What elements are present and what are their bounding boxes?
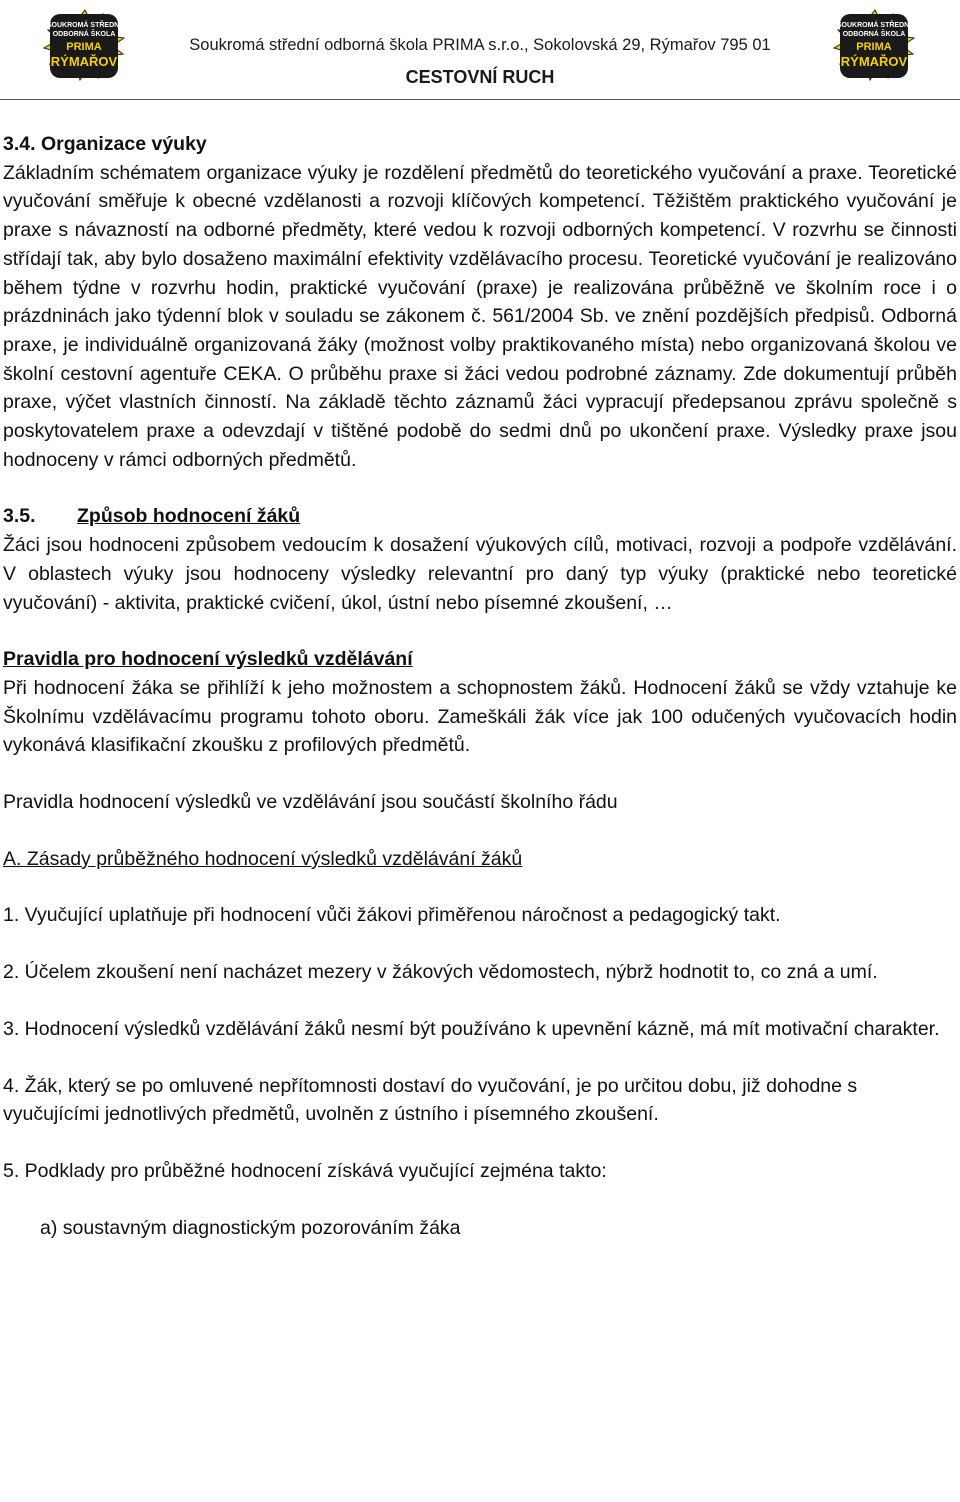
header-divider — [0, 99, 960, 100]
logo-text-line2: ODBORNÁ ŠKOLA — [52, 31, 116, 38]
school-address: Soukromá střední odborná škola PRIMA s.r.o., Sokolovská 29, Rýmařov 795 01 — [189, 36, 771, 54]
principle-item-5: 5. Podklady pro průběžné hodnocení získává vyučující zejména takto: — [3, 1159, 607, 1182]
rules-heading: Pravidla pro hodnocení výsledků vzdělávání — [3, 648, 413, 671]
spacer — [3, 474, 957, 502]
logo-text-line1: SOUKROMÁ STŘEDNÍ — [46, 22, 122, 29]
program-name: CESTOVNÍ RUCH — [405, 67, 555, 87]
principle-item-3: 3. Hodnocení výsledků vzdělávání žáků nesmí být používáno k upevnění kázně, má mít motivační charakter. — [3, 1017, 940, 1040]
spacer — [3, 817, 957, 845]
page-header — [0, 0, 960, 100]
document-body — [3, 130, 957, 1242]
section-3-5-title: Způsob hodnocení žáků — [77, 505, 301, 528]
section-3-5-body: Žáci jsou hodnoceni způsobem vedoucím k dosažení výukových cílů, motivaci, rozvoji a podpoře vzdělávání. V oblastech výuky jsou hodnoceny výsledky relevantní pro daný typ výuky (praktické nebo teoretické vyučování) - aktivita, praktické cvičení, úkol, ústní nebo písemné zkoušení, … — [3, 534, 957, 614]
rules-note: Pravidla hodnocení výsledků ve vzdělávání jsou součástí školního řádu — [3, 791, 618, 814]
principle-item-4: 4. Žák, který se po omluvené nepřítomnosti dostaví do vyučování, je po určitou dobu, již dohodne s vyučujícími jednotlivých předmětů, uvolněn z ústního i písemného zkoušení. — [3, 1074, 858, 1126]
logo-text-line1: SOUKROMÁ STŘEDNÍ — [836, 22, 912, 29]
principle-subitem-a: a) soustavným diagnostickým pozorováním žáka — [40, 1216, 461, 1239]
spacer — [3, 1186, 957, 1214]
section-3-4-heading: 3.4. Organizace výuky — [3, 133, 207, 155]
logo-text-line4: RÝMAŘOV — [50, 54, 118, 69]
logo-text-line4: RÝMAŘOV — [840, 54, 908, 69]
principles-heading: A. Zásady průběžného hodnocení výsledků vzdělávání žáků — [3, 847, 523, 870]
logo-text-line3: PRIMA — [66, 41, 102, 53]
principle-item-1: 1. Vyučující uplatňuje při hodnocení vůči žákovi přiměřenou náročnost a pedagogický takt. — [3, 904, 781, 927]
spacer — [3, 930, 957, 958]
logo-text-line3: PRIMA — [856, 41, 892, 53]
spacer — [3, 1044, 957, 1072]
spacer — [3, 873, 957, 901]
section-3-5-number: 3.5. — [3, 505, 36, 528]
spacer — [3, 760, 957, 788]
school-logo-left — [28, 8, 143, 88]
spacer — [3, 1129, 957, 1157]
spacer — [3, 617, 957, 645]
school-logo-right — [818, 8, 933, 88]
section-3-5-heading — [3, 502, 957, 531]
spacer — [3, 987, 957, 1015]
logo-text-line2: ODBORNÁ ŠKOLA — [842, 31, 906, 38]
principle-item-2: 2. Účelem zkoušení není nacházet mezery v žákových vědomostech, nýbrž hodnotit to, co zná a umí. — [3, 961, 878, 984]
section-3-4-body: Základním schématem organizace výuky je rozdělení předmětů do teoretického vyučování a praxe. Teoretické vyučování směřuje k obecné vzdělanosti a rozvoji klíčových kompetencí. Těžištěm praktického vyučování je praxe s návazností na odborné předměty, které vedou k rozvoji odborných kompetencí. V rozvrhu se činnosti střídají tak, aby bylo dosaženo maximální efektivity vzdělávacího procesu. Teoretické vyučování je realizováno během týdne v rozvrhu hodin, praktické vyučování (praxe) je realizována průběžně ve školním roce i o prázdninách jako týdenní blok v souladu se zákonem č. 561/2004 Sb. ve znění pozdějších předpisů. Odborná praxe, je individuálně organizovaná žáky (možnost volby praktikovaného místa) nebo organizovaná školou ve školní cestovní agentuře CEKA. O průběhu praxe si žáci vedou podrobné záznamy. Zde dokumentují průběh praxe, výčet vlastních činností. Na základě těchto záznamů žáci vypracují předepsanou zprávu společně s poskytovatelem praxe a odevzdají v tištěné podobě do sedmi dnů po ukončení praxe. Výsledky praxe jsou hodnoceny v rámci odborných předmětů. — [3, 161, 957, 471]
rules-body: Při hodnocení žáka se přihlíží k jeho možnostem a schopnostem žáků. Hodnocení žáků se vždy vztahuje ke Školnímu vzdělávacímu programu tohoto oboru. Zameškáli žák více jak 100 odučených vyučovacích hodin vykonává klasifikační zkoušku z profilových předmětů. — [3, 676, 957, 757]
